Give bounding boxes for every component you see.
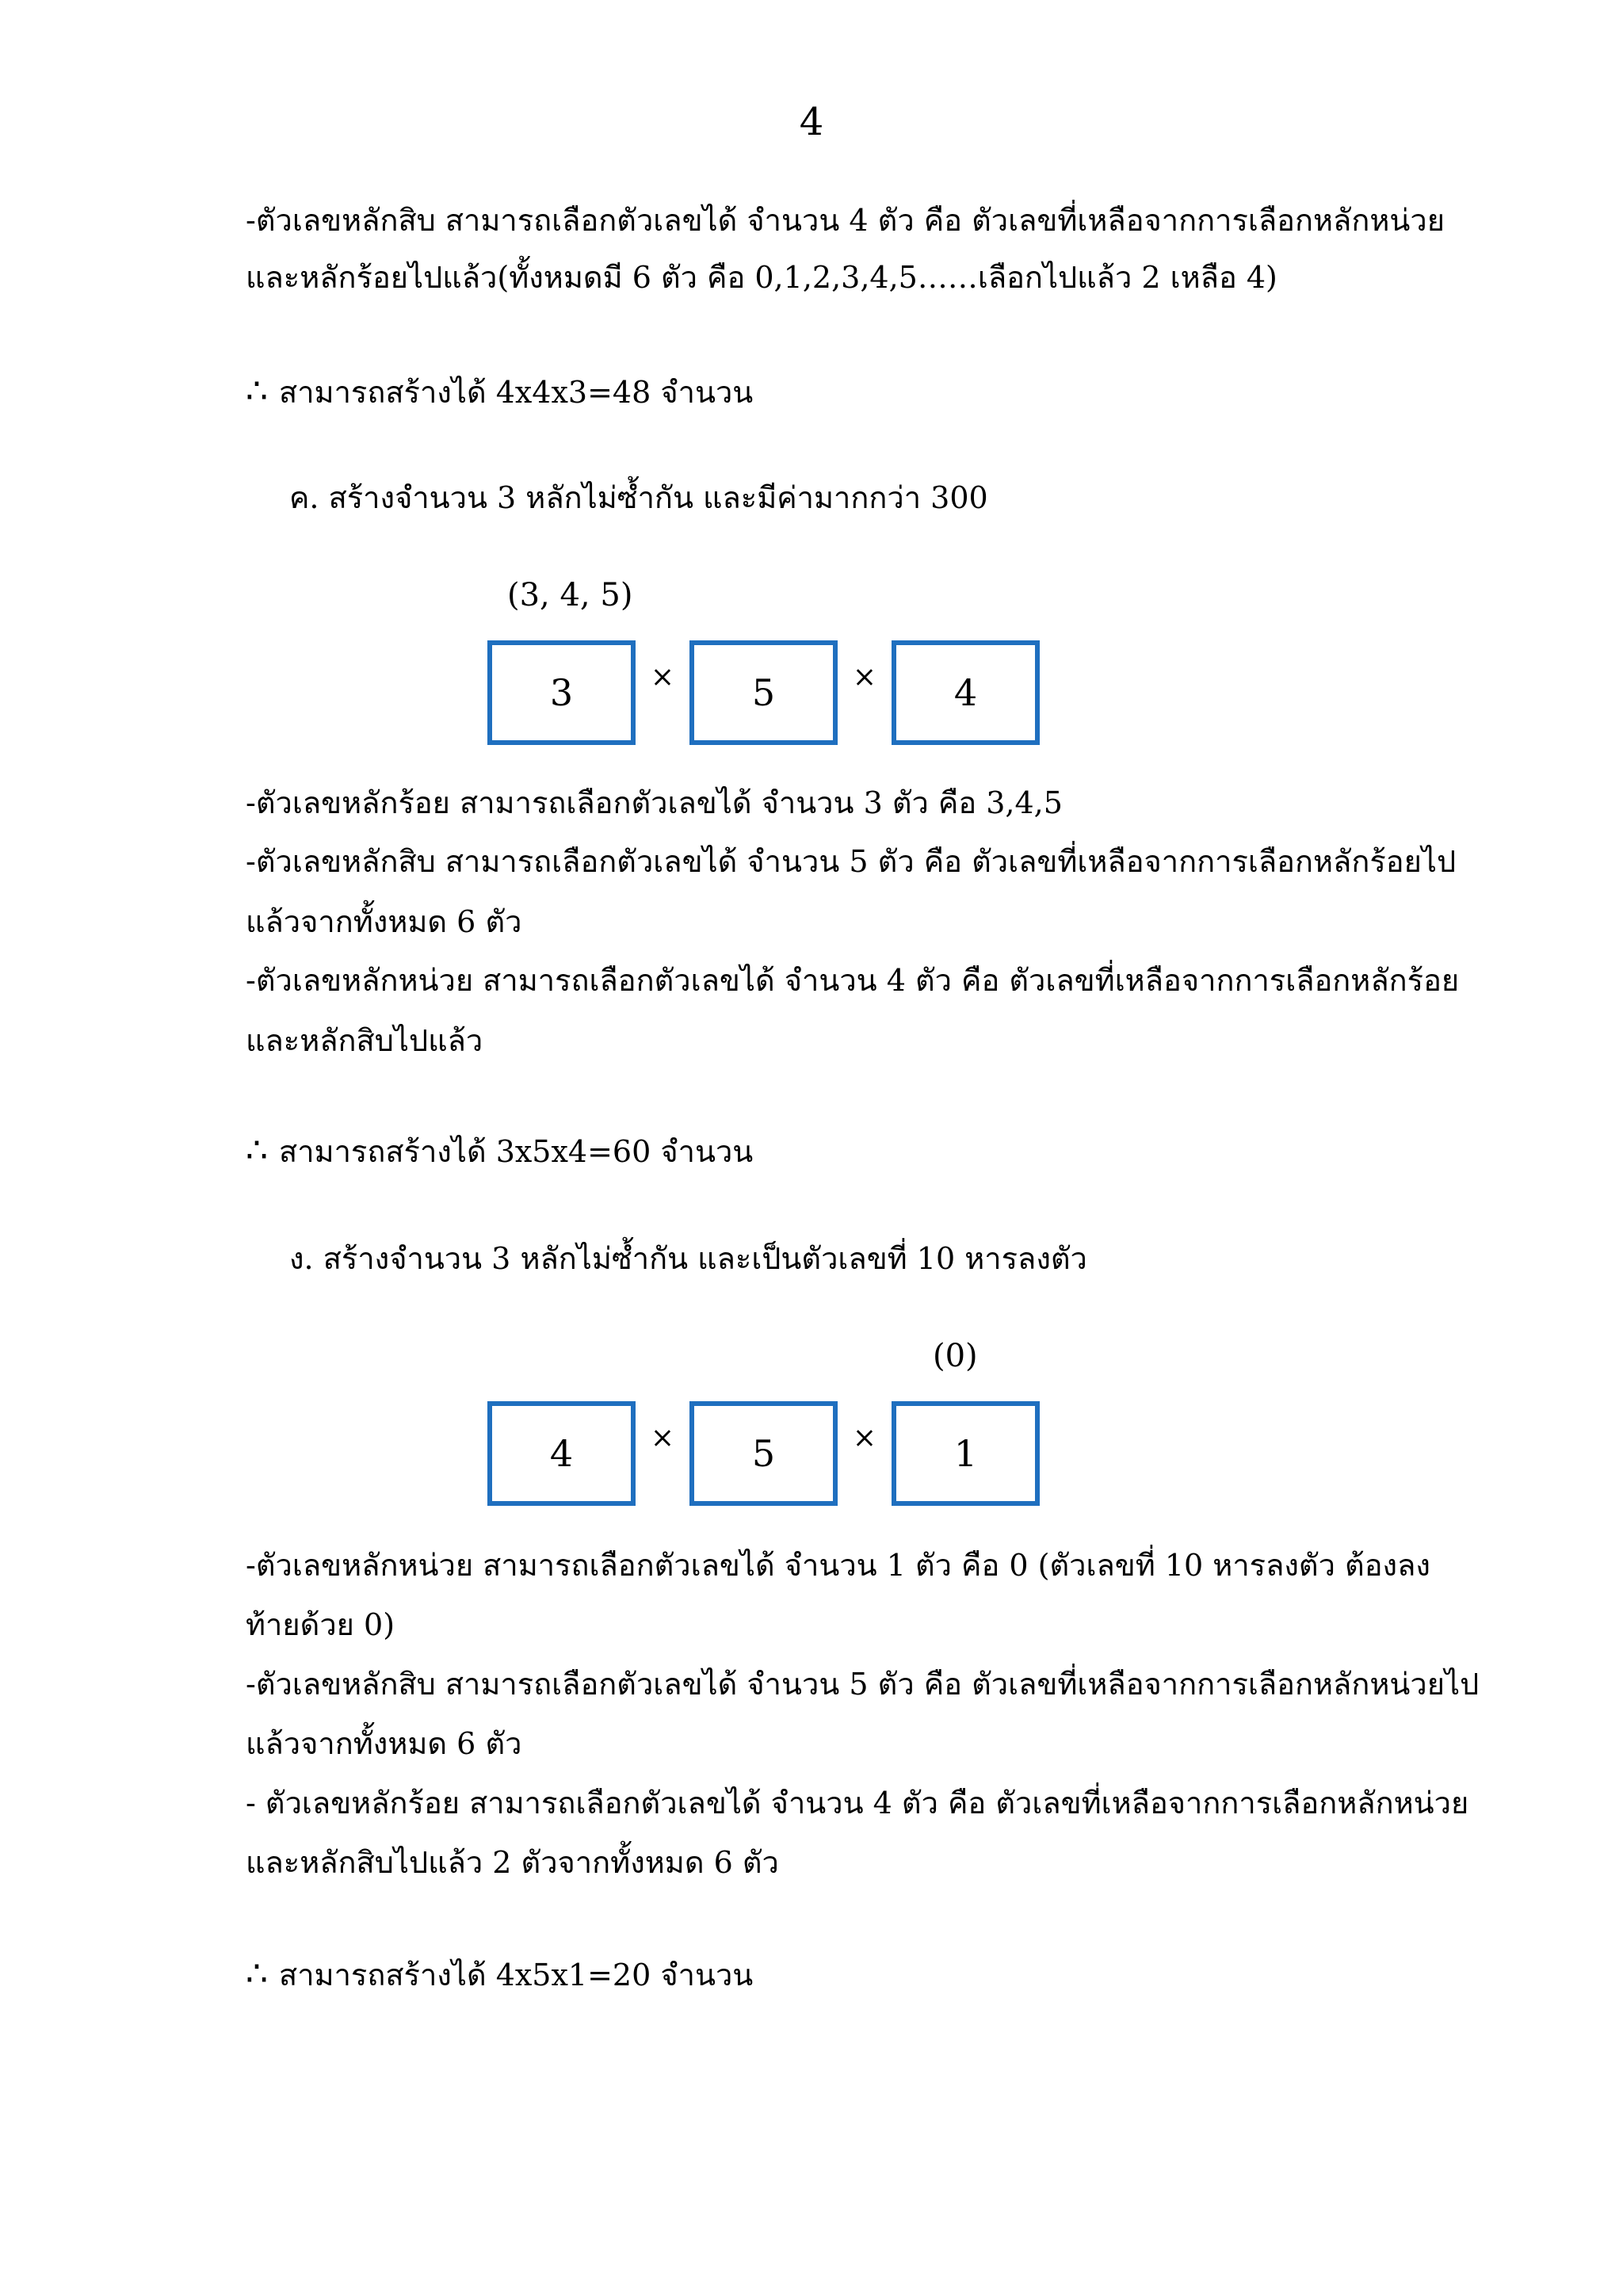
- part-d-choice-label: (0): [933, 1338, 978, 1374]
- times-symbol: ×: [852, 661, 877, 693]
- part-c-box-tens: 5: [689, 640, 838, 745]
- therefore-symbol: ∴: [246, 1954, 268, 1994]
- part-c-box-hundreds: 3: [487, 640, 636, 745]
- part-d-line-3: -ตัวเลขหลักสิบ สามารถเลือกตัวเลขได้ จำนวน 5 ตัว คือ ตัวเลขที่เหลือจากการเลือกหลักหน่วยไป: [246, 1667, 1480, 1702]
- part-c-result: [246, 1132, 753, 1170]
- therefore-symbol: ∴: [246, 1130, 268, 1171]
- intro-line-1: -ตัวเลขหลักสิบ สามารถเลือกตัวเลขได้ จำนวน 4 ตัว คือ ตัวเลขที่เหลือจากการเลือกหลักหน่วย: [246, 203, 1445, 238]
- times-symbol: ×: [650, 1422, 675, 1454]
- intro-result: [246, 372, 753, 411]
- times-symbol: ×: [650, 661, 675, 693]
- part-c-line-1: -ตัวเลขหลักร้อย สามารถเลือกตัวเลขได้ จำนวน 3 ตัว คือ 3,4,5: [246, 785, 1063, 820]
- intro-line-2: และหลักร้อยไปแล้ว(ทั้งหมดมี 6 ตัว คือ 0,1,2,3,4,5……เลือกไปแล้ว 2 เหลือ 4): [246, 260, 1277, 295]
- page-number: 4: [799, 100, 824, 144]
- part-d-box-units: 1: [892, 1401, 1040, 1506]
- therefore-symbol: ∴: [246, 371, 268, 411]
- part-d-box-tens: 5: [689, 1401, 838, 1506]
- part-d-line-6: และหลักสิบไปแล้ว 2 ตัวจากทั้งหมด 6 ตัว: [246, 1845, 779, 1880]
- part-c-line-2: -ตัวเลขหลักสิบ สามารถเลือกตัวเลขได้ จำนวน 5 ตัว คือ ตัวเลขที่เหลือจากการเลือกหลักร้อยไป: [246, 844, 1457, 879]
- part-d-box-hundreds: 4: [487, 1401, 636, 1506]
- intro-result-text: สามารถสร้างได้ 4x4x3=48 จำนวน: [279, 375, 754, 410]
- part-d-result-text: สามารถสร้างได้ 4x5x1=20 จำนวน: [279, 1958, 754, 1992]
- part-c-box-units: 4: [892, 640, 1040, 745]
- part-d-heading: ง. สร้างจำนวน 3 หลักไม่ซ้ำกัน และเป็นตัวเลขที่ 10 หารลงตัว: [289, 1241, 1087, 1276]
- part-d-result: [246, 1955, 753, 1993]
- part-c-line-5: และหลักสิบไปแล้ว: [246, 1023, 483, 1058]
- part-d-line-4: แล้วจากทั้งหมด 6 ตัว: [246, 1726, 522, 1761]
- part-d-line-1: -ตัวเลขหลักหน่วย สามารถเลือกตัวเลขได้ จำนวน 1 ตัว คือ 0 (ตัวเลขที่ 10 หารลงตัว ต้องลง: [246, 1548, 1430, 1583]
- part-d-line-2: ท้ายด้วย 0): [246, 1607, 395, 1642]
- times-symbol: ×: [852, 1422, 877, 1454]
- part-d-box-row: [487, 1401, 1040, 1506]
- part-c-line-4: -ตัวเลขหลักหน่วย สามารถเลือกตัวเลขได้ จำนวน 4 ตัว คือ ตัวเลขที่เหลือจากการเลือกหลักร้อย: [246, 963, 1460, 998]
- part-d-line-5: - ตัวเลขหลักร้อย สามารถเลือกตัวเลขได้ จำนวน 4 ตัว คือ ตัวเลขที่เหลือจากการเลือกหลักหน่วย: [246, 1786, 1469, 1820]
- part-c-box-row: [487, 640, 1040, 745]
- part-c-line-3: แล้วจากทั้งหมด 6 ตัว: [246, 904, 522, 939]
- part-c-heading: ค. สร้างจำนวน 3 หลักไม่ซ้ำกัน และมีค่ามากกว่า 300: [289, 480, 988, 515]
- part-c-choice-label: (3, 4, 5): [507, 577, 633, 613]
- part-c-result-text: สามารถสร้างได้ 3x5x4=60 จำนวน: [279, 1134, 754, 1169]
